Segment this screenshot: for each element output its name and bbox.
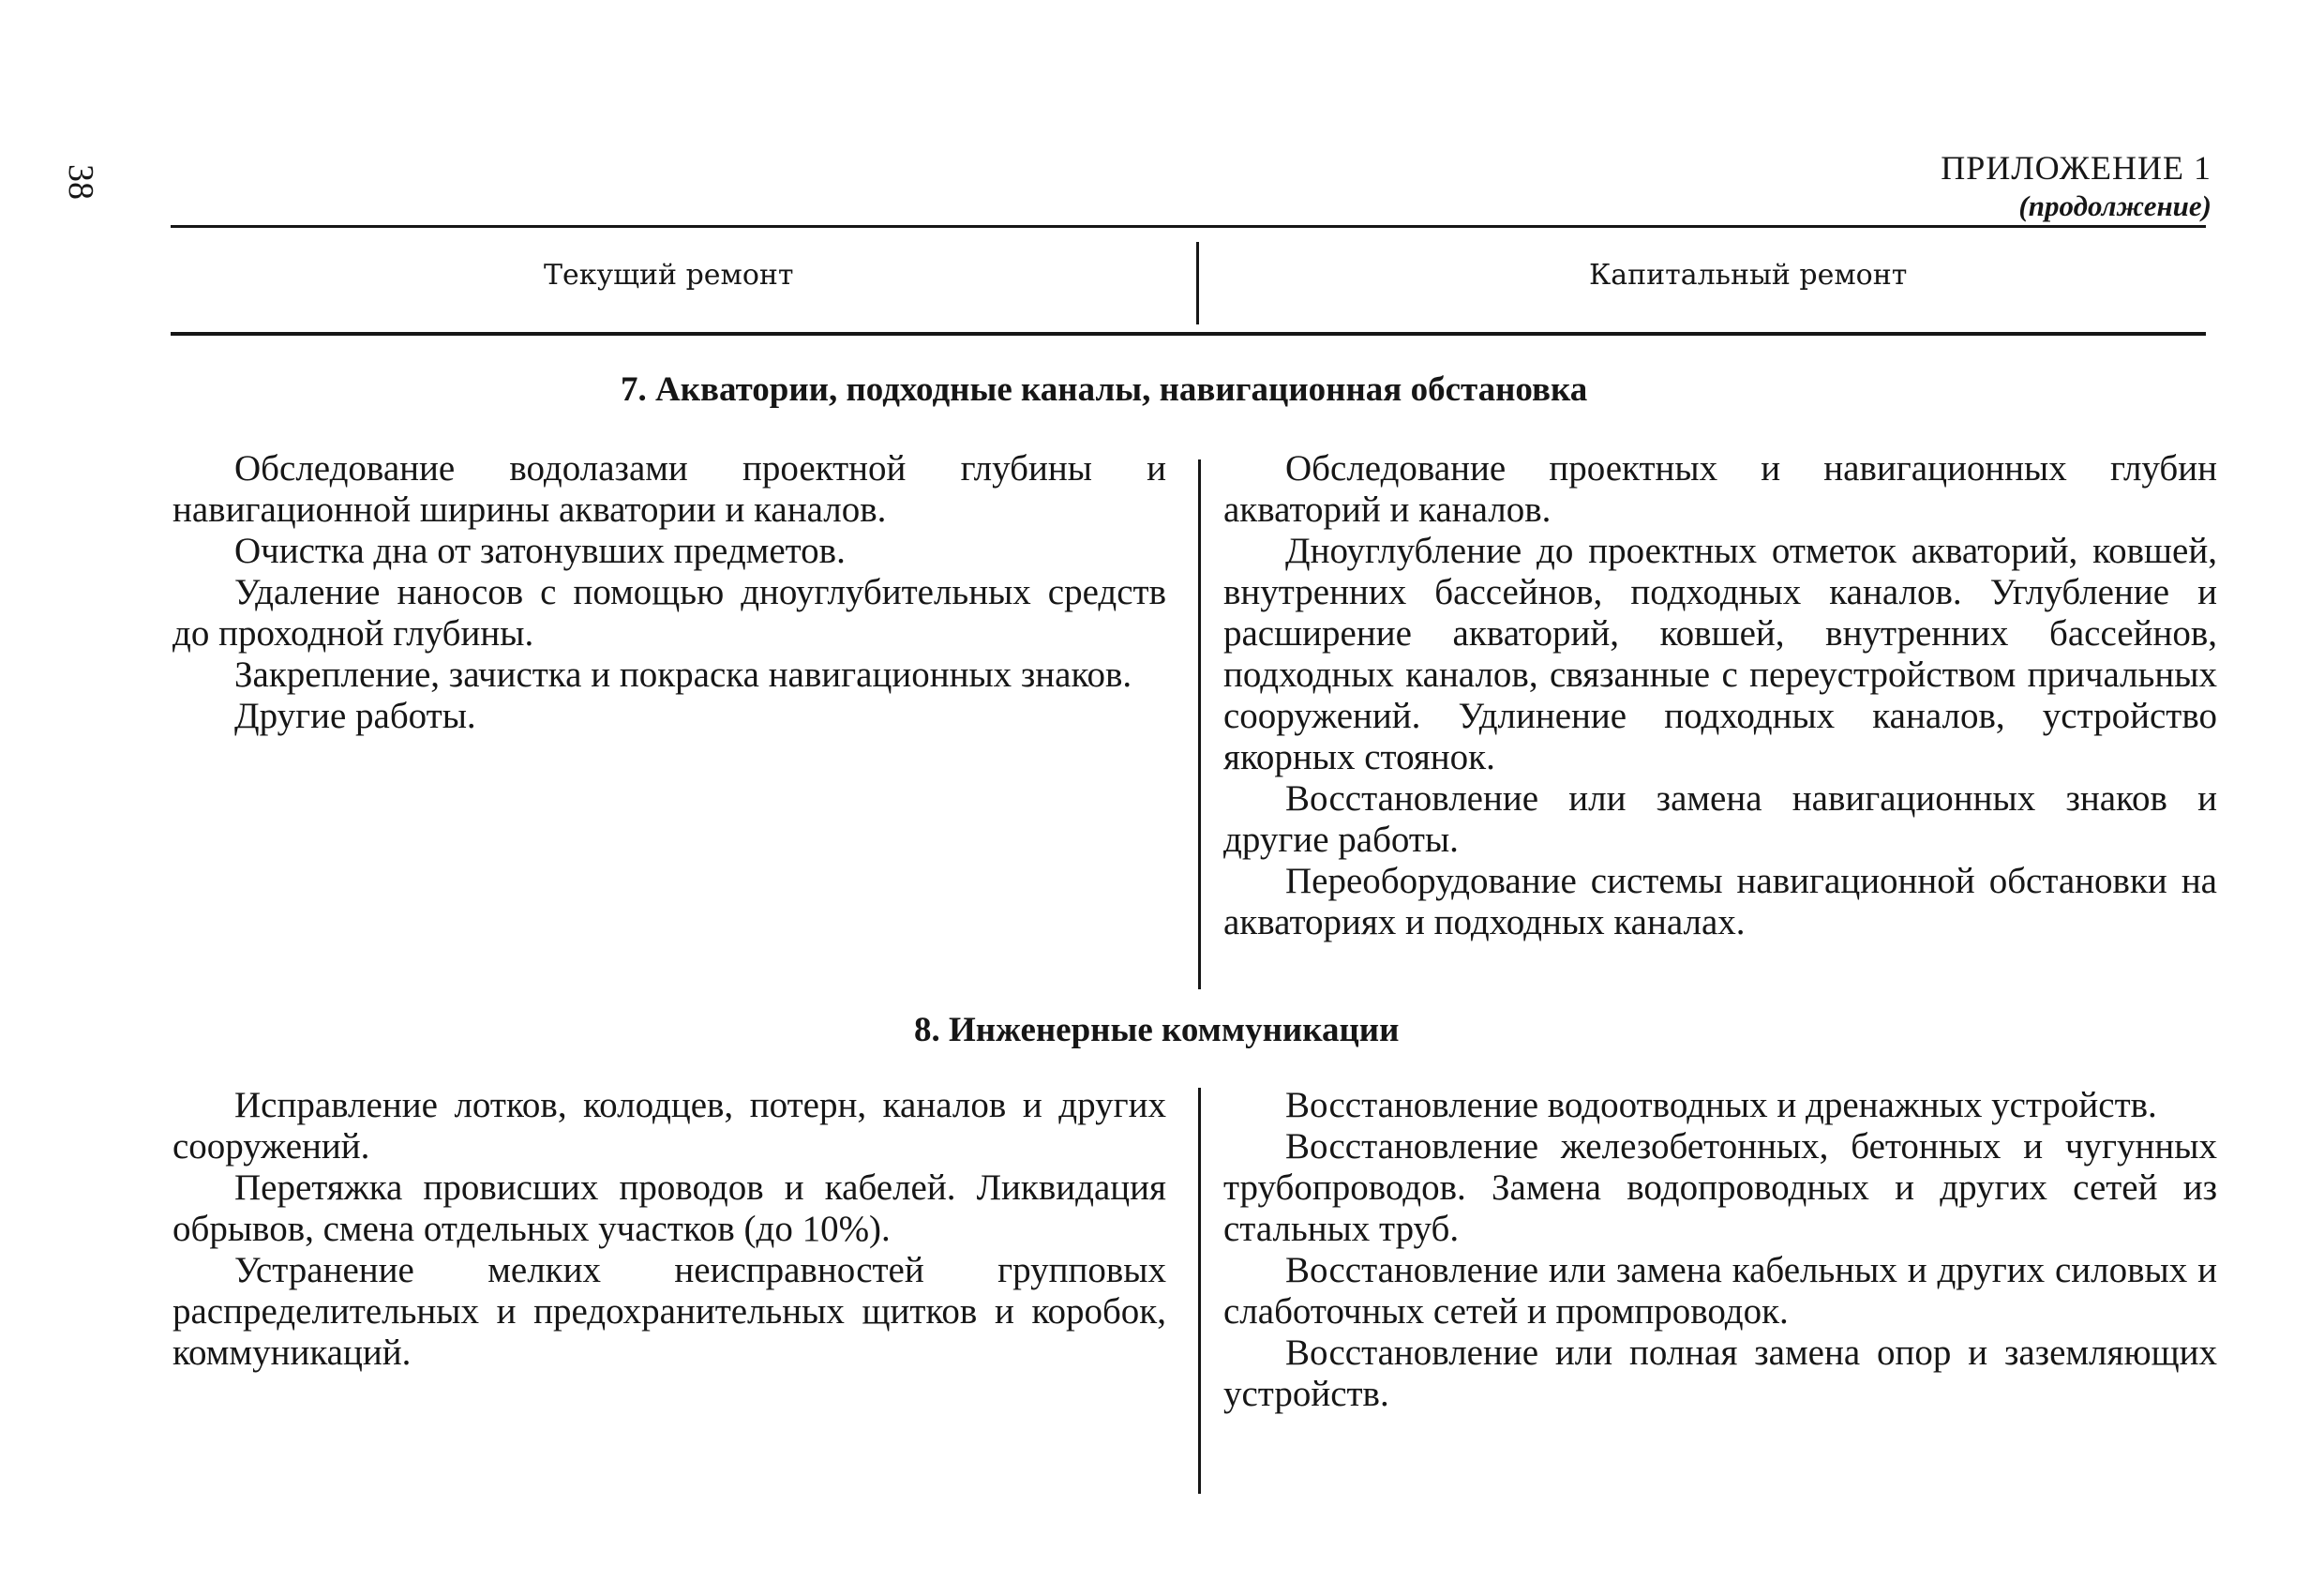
section-7-capital-repair: [1223, 448, 2217, 943]
paragraph: Другие работы.: [234, 696, 476, 736]
column-header-capital-repair: Капитальный ремонт: [1589, 259, 1908, 292]
paragraph: Переоборудование системы навигационной обстановки на акваториях и подходных каналах.: [1223, 861, 2217, 942]
paragraph: Закрепление, зачистка и покраска навигационных знаков.: [234, 655, 1132, 695]
section-8-current-repair: [172, 1085, 1166, 1374]
section-8-capital-repair: [1223, 1085, 2217, 1415]
column-divider-section-7: [1198, 459, 1201, 989]
paragraph: Восстановление железобетонных, бетонных и чугунных трубопроводов. Замена водопроводных и других сетей из стальных труб.: [1223, 1126, 2217, 1249]
paragraph: Обследование водолазами проектной глубины и навигационной ширины акватории и каналов.: [172, 448, 1166, 530]
section-title-8: 8. Инженерные коммуникации: [914, 1011, 1400, 1049]
paragraph: Исправление лотков, колодцев, потерн, каналов и других сооружений.: [172, 1085, 1166, 1167]
table-top-rule: [171, 225, 2206, 228]
section-title-7: 7. Акватории, подходные каналы, навигационная обстановка: [621, 370, 1588, 409]
page-number: 38: [61, 164, 100, 200]
appendix-subtitle: (продолжение): [2018, 189, 2212, 222]
paragraph: Восстановление или замена навигационных знаков и другие работы.: [1223, 778, 2217, 860]
paragraph: Обследование проектных и навигационных глубин акваторий и каналов.: [1223, 448, 2217, 530]
header-column-divider: [1196, 242, 1199, 324]
paragraph: Восстановление или замена кабельных и других силовых и слаботочных сетей и промпроводок.: [1223, 1250, 2217, 1332]
column-divider-section-8: [1198, 1088, 1201, 1494]
paragraph: Устранение мелких неисправностей групповых распределительных и предохранительных щитков и коробок, коммуникаций.: [172, 1250, 1166, 1373]
table-header-bottom-rule: [171, 332, 2206, 336]
paragraph: Восстановление водоотводных и дренажных устройств.: [1285, 1085, 2157, 1125]
paragraph: Дноуглубление до проектных отметок акваторий, ковшей, внутренних бассейнов, подходных каналов. Углубление и расширение акваторий, ковшей, внутренних бассейнов, подходных каналов, связанные с переустройством причальных сооружений. Удлинение подходных каналов, устройство якорных стоянок.: [1223, 531, 2217, 777]
appendix-title: ПРИЛОЖЕНИЕ 1: [1941, 149, 2212, 187]
paragraph: Очистка дна от затонувших предметов.: [234, 531, 846, 571]
section-7-current-repair: [172, 448, 1166, 737]
paragraph: Удаление наносов с помощью дноуглубительных средств до проходной глубины.: [172, 572, 1166, 654]
paragraph: Перетяжка провисших проводов и кабелей. Ликвидация обрывов, смена отдельных участков (до 10%).: [172, 1167, 1166, 1249]
paragraph: Восстановление или полная замена опор и заземляющих устройств.: [1223, 1333, 2217, 1414]
column-header-current-repair: Текущий ремонт: [544, 259, 794, 292]
